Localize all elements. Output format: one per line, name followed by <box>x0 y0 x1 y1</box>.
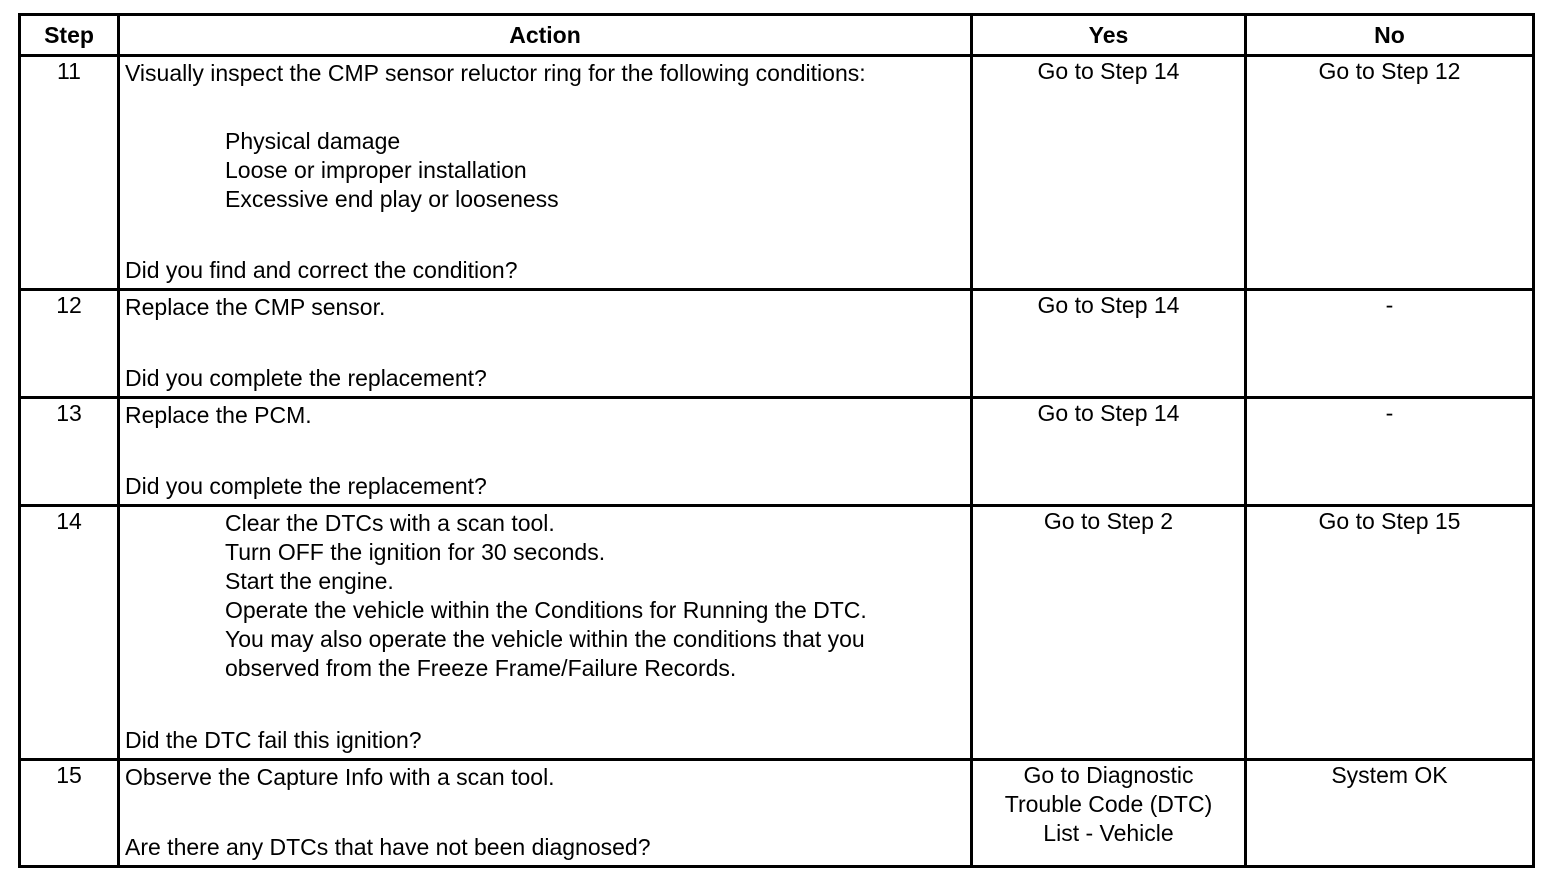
yes-result <box>972 759 1246 866</box>
header-yes: Yes <box>972 15 1246 56</box>
list-item: Physical damage <box>225 128 401 154</box>
step-number: 15 <box>20 759 119 866</box>
action-condition-list <box>125 127 970 214</box>
yes-result-line: List - Vehicle <box>1043 819 1174 846</box>
header-row <box>20 15 1534 56</box>
action-cell <box>119 56 972 290</box>
step-number: 12 <box>20 289 119 397</box>
no-result: - <box>1246 289 1534 397</box>
yes-result: Go to Step 14 <box>972 289 1246 397</box>
list-item: Clear the DTCs with a scan tool. <box>225 509 555 536</box>
step-number: 11 <box>20 56 119 290</box>
diagnostic-table <box>18 13 1535 868</box>
header-action: Action <box>119 15 972 56</box>
no-result: System OK <box>1246 759 1534 866</box>
table-row-step-15 <box>20 759 1534 866</box>
list-item: Operate the vehicle within the Conditions for Running the DTC. <box>225 596 867 623</box>
yes-result: Go to Step 14 <box>972 56 1246 290</box>
action-intro: Visually inspect the CMP sensor reluctor ring for the following conditions: <box>125 60 866 86</box>
step-number: 13 <box>20 397 119 505</box>
action-question: Did the DTC fail this ignition? <box>125 726 422 753</box>
table-row-step-14 <box>20 505 1534 759</box>
header-no: No <box>1246 15 1534 56</box>
no-result: Go to Step 15 <box>1246 505 1534 759</box>
no-result: - <box>1246 397 1534 505</box>
action-cell <box>119 289 972 397</box>
action-question: Are there any DTCs that have not been diagnosed? <box>125 834 651 860</box>
list-item: Loose or improper installation <box>225 157 527 183</box>
list-item: You may also operate the vehicle within the conditions that you <box>225 625 865 652</box>
action-question: Did you find and correct the condition? <box>125 256 518 283</box>
list-item: observed from the Freeze Frame/Failure Records. <box>225 654 737 681</box>
action-question: Did you complete the replacement? <box>125 364 487 391</box>
action-intro: Replace the PCM. <box>125 401 312 428</box>
diagnostic-table-container <box>18 13 1532 868</box>
action-intro: Replace the CMP sensor. <box>125 293 386 320</box>
list-item: Start the engine. <box>225 567 394 594</box>
yes-result: Go to Step 2 <box>972 505 1246 759</box>
list-item: Turn OFF the ignition for 30 seconds. <box>225 538 606 565</box>
list-item: Excessive end play or looseness <box>225 186 559 212</box>
action-cell <box>119 505 972 759</box>
no-result: Go to Step 12 <box>1246 56 1534 290</box>
action-procedure-list <box>125 509 970 683</box>
action-cell <box>119 759 972 866</box>
action-question: Did you complete the replacement? <box>125 472 487 499</box>
table-row-step-11 <box>20 56 1534 290</box>
step-number: 14 <box>20 505 119 759</box>
header-step: Step <box>20 15 119 56</box>
table-row-step-13 <box>20 397 1534 505</box>
action-intro: Observe the Capture Info with a scan tool. <box>125 763 555 790</box>
yes-result: Go to Step 14 <box>972 397 1246 505</box>
table-row-step-12 <box>20 289 1534 397</box>
yes-result-line: Trouble Code (DTC) <box>1004 790 1213 817</box>
action-cell <box>119 397 972 505</box>
yes-result-line: Go to Diagnostic <box>1023 761 1194 788</box>
